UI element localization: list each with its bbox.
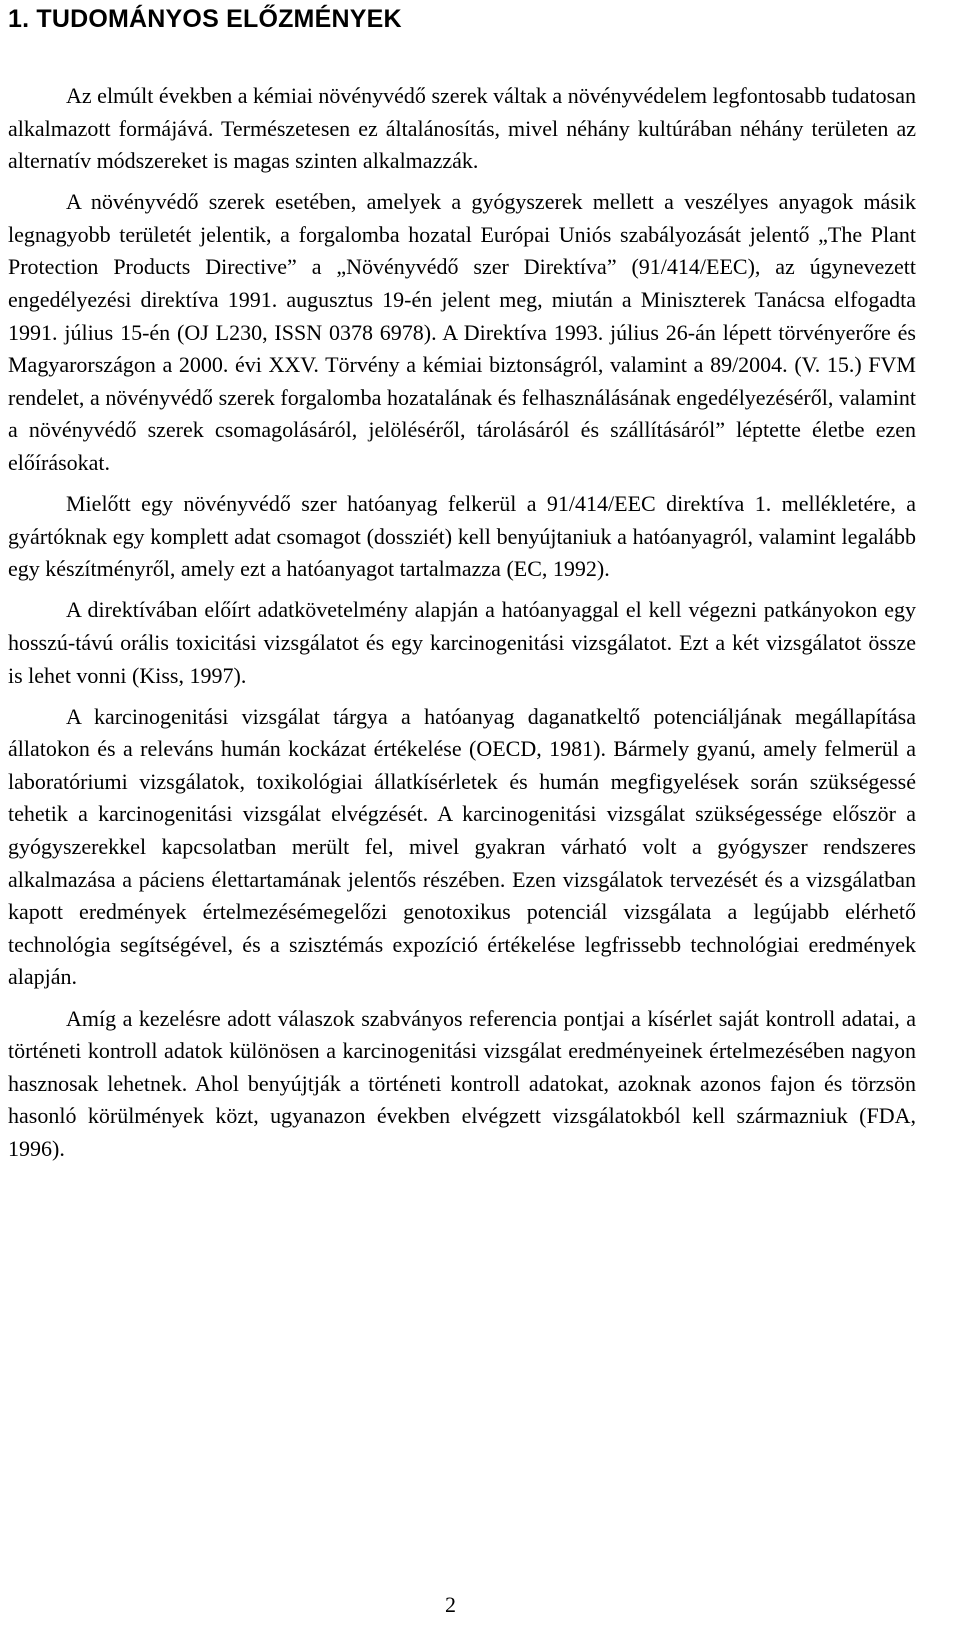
body-text [8, 80, 916, 1174]
page-number: 2 [445, 1592, 456, 1617]
paragraph-carcinogenicity: A karcinogenitási vizsgálat tárgya a hatóanyag daganatkeltő potenciáljának megállapítása állatokon és a releváns humán kockázat értékelése (OECD, 1981). Bármely gyanú, amely felmerül a laboratóriumi vizsgálatok, toxikológiai állatkísérletek és humán megfigyelések során szükségessé tehetik a karcinogenitási vizsgálat elvégzését. A karcinogenitási vizsgálat szükségessége először a gyógyszerekkel kapcsolatban merült fel, mivel gyakran várható volt a gyógyszer rendszeres alkalmazása a páciens élettartamának jelentős részében. Ezen vizsgálatok tervezését és a vizsgálatban kapott eredmények értelmezésémegelőzi genotoxikus potenciál vizsgálata a legújabb elérhető technológia segítségével, és a szisztémás expozíció értékelése legfrissebb technológiai eredmények alapján. [8, 703, 916, 990]
paragraph-intro: Az elmúlt években a kémiai növényvédő szerek váltak a növényvédelem legfontosabb tudatosan alkalmazott formájává. Természetesen ez általánosítás, mivel néhány kultúrában néhány területen az alternatív módszereket is magas szinten alkalmazzák. [8, 83, 916, 174]
paragraph-dossier: Mielőtt egy növényvédő szer hatóanyag felkerül a 91/414/EEC direktíva 1. mellékletére, a gyártóknak egy komplett adat csomagot (dossziét) kell benyújtaniuk a hatóanyagról, valamint legalább egy készítményről, amely ezt a hatóanyagot tartalmazza (EC, 1992). [8, 491, 916, 582]
paragraph-historical-controls: Amíg a kezelésre adott válaszok szabványos referencia pontjai a kísérlet saját kontroll adatai, a történeti kontroll adatok különösen a karcinogenitási vizsgálat eredményeinek értelmezésében nagyon hasznosak lehetnek. Ahol benyújtják a történeti kontroll adatokat, azoknak azonos fajon és törzsön hasonló körülmények közt, ugyanazon években elvégzett vizsgálatokból kell származniuk (FDA, 1996). [8, 1005, 916, 1161]
document-page [8, 0, 916, 1636]
section-heading: 1. TUDOMÁNYOS ELŐZMÉNYEK [8, 5, 402, 33]
paragraph-requirements: A direktívában előírt adatkövetelmény alapján a hatóanyaggal el kell végezni patkányokon egy hosszú-távú orális toxicitási vizsgálatot és egy karcinogenitási vizsgálatot. Ezt a két vizsgálatot össze is lehet vonni (Kiss, 1997). [8, 597, 916, 688]
paragraph-directive: A növényvédő szerek esetében, amelyek a gyógyszerek mellett a veszélyes anyagok másik legnagyobb területét jelentik, a forgalomba hozatal Európai Uniós szabályozását jelentő „The Plant Protection Products Directive” a „Növényvédő szer Direktíva” (91/414/EEC), az úgynevezett engedélyezési direktíva 1991. augusztus 19-én jelent meg, miután a Miniszterek Tanácsa elfogadta 1991. július 15-én (OJ L230, ISSN 0378 6978). A Direktíva 1993. július 26-án lépett törvényerőre és Magyarországon a 2000. évi XXV. Törvény a kémiai biztonságról, valamint a 89/2004. (V. 15.) FVM rendelet, a növényvédő szerek forgalomba hozatalának és felhasználásának engedélyezéséről, valamint a növényvédő szerek csomagolásáról, jelöléséről, tárolásáról és szállításáról” léptette életbe ezen előírásokat. [8, 189, 916, 476]
